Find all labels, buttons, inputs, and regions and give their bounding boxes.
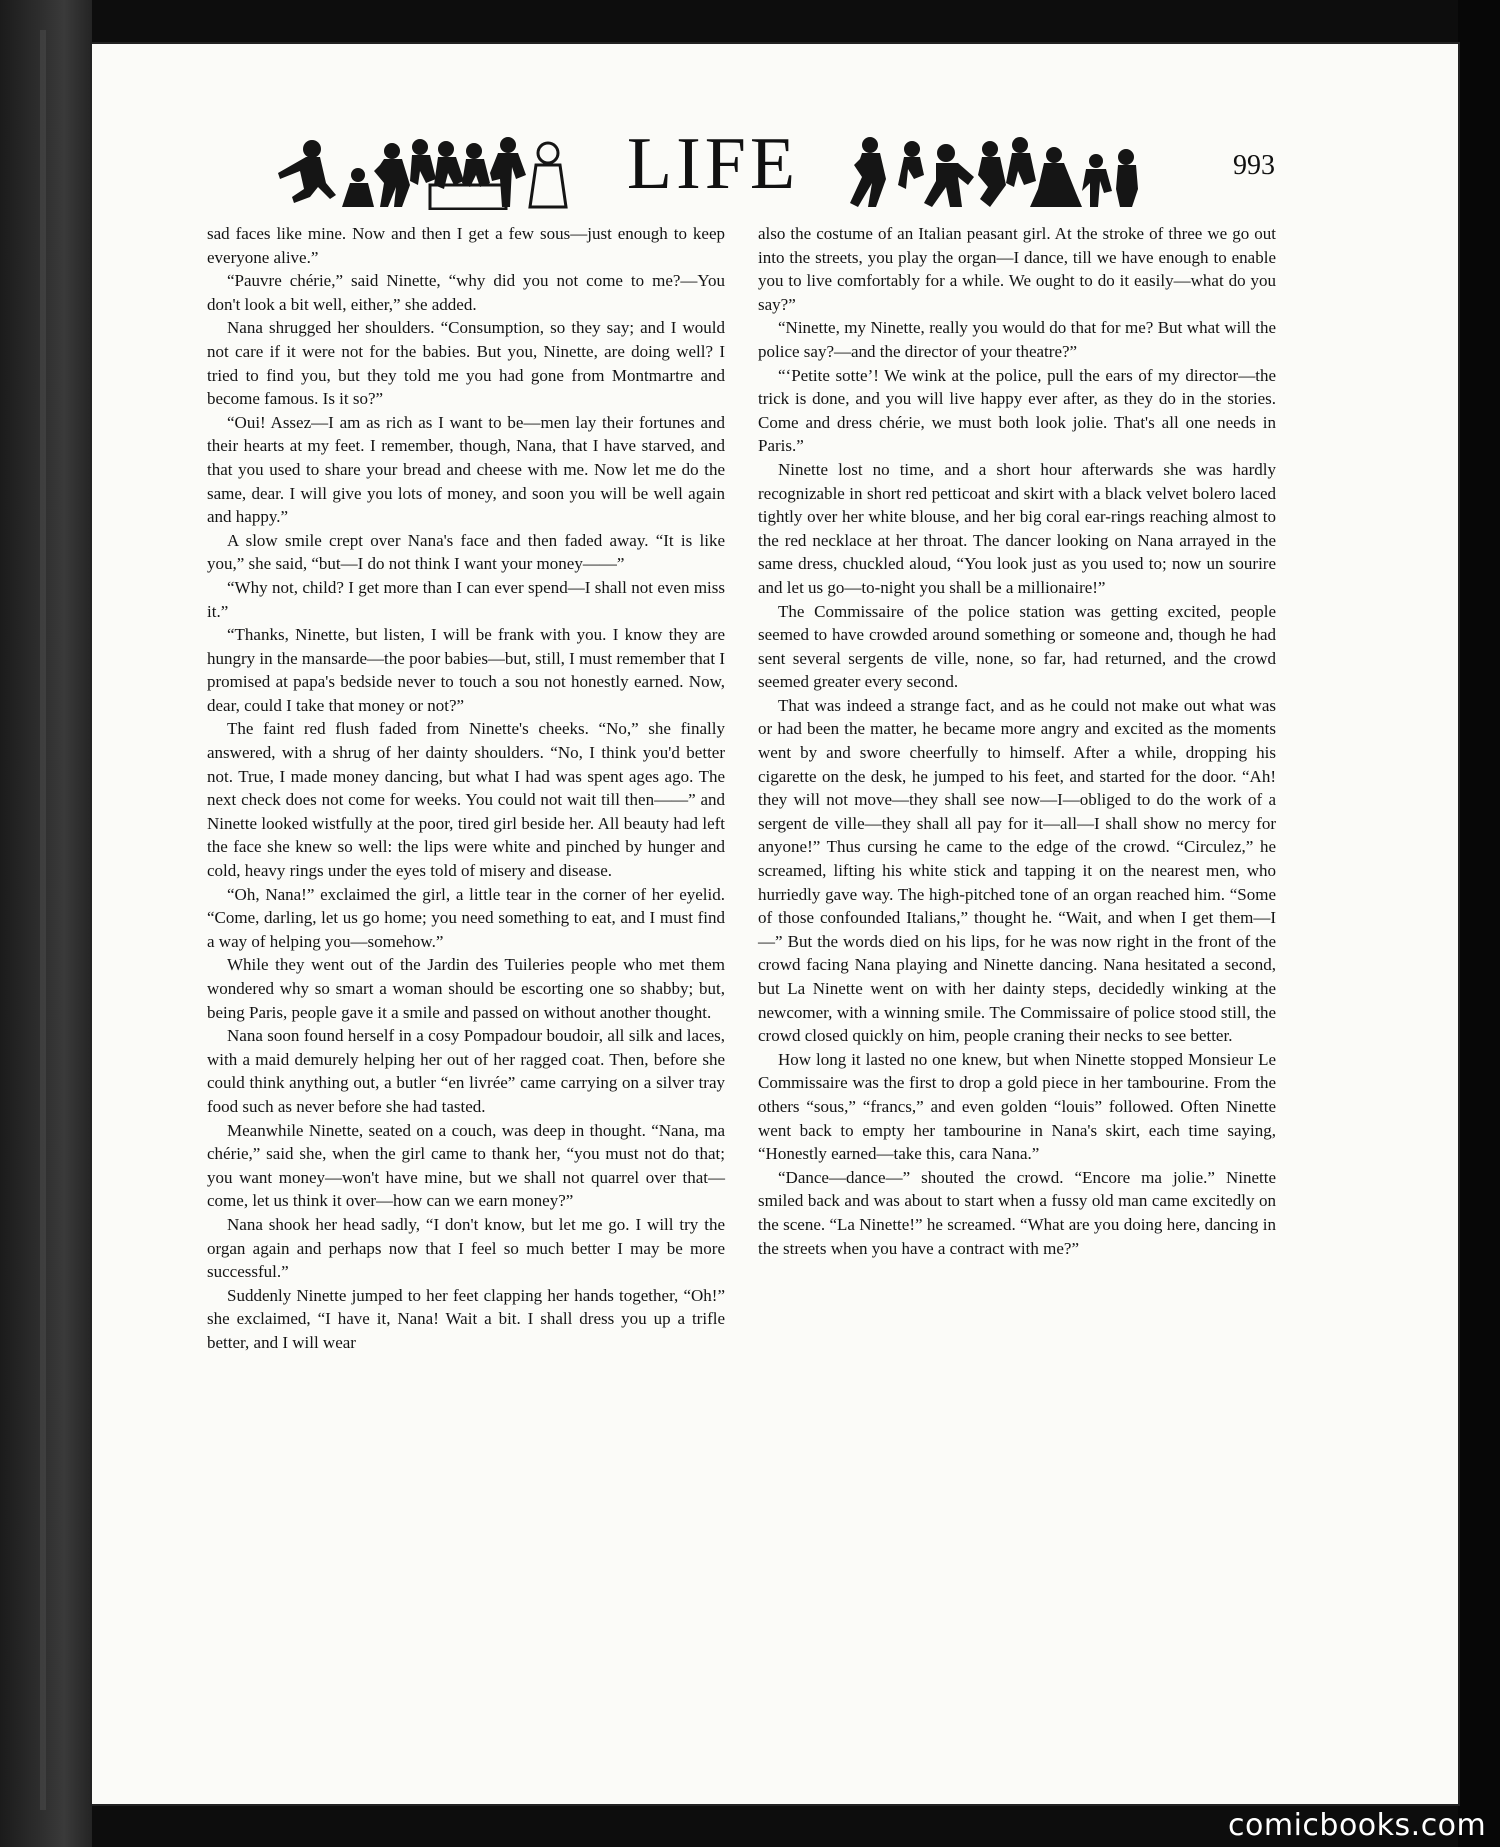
masthead [270, 115, 1130, 220]
paragraph: “Why not, child? I get more than I can ever spend—I shall not even miss it.” [207, 577, 725, 621]
site-watermark: comicbooks.com [1228, 1808, 1487, 1843]
paragraph: Meanwhile Ninette, seated on a couch, was deep in thought. “Nana, ma chérie,” said she, when the girl came to thank her, “you must not do that; you want money—won't have mine, but we shall not quarrel over that—come, let us think it over—how can we earn money?” [207, 1120, 725, 1211]
paragraph: A slow smile crept over Nana's face and then faded away. “It is like you,” she said, “but—I do not think I want your money——” [207, 530, 725, 574]
book-binding [0, 0, 92, 1847]
paragraph: That was indeed a strange fact, and as he could not make out what was or had been the matter, he became more angry and excited as the moments went by and swore cheerfully to himself. After a while, dropping his cigarette on the desk, he jumped to his feet, and started for the door. “Ah! they will not move—they shall see now—I—obliged to do the work of a sergent de ville—they shall all pay for it—all—I shall show no mercy for anyone!” Thus cursing he came to the edge of the crowd. “Circulez,” he screamed, lifting his white stick and tapping it on the nearest men, who hurriedly gave way. The high-pitched tone of an organ reached him. “Some of those confounded Italians,” thought he. “Wait, and when I get them—I—” But the words died on his lips, for he was now right in the front of the crowd facing Nana playing and Ninette dancing. Nana hesitated a second, but La Ninette went on with her dainty steps, decidedly winking at the newcomer, with a winning smile. The Commissaire of police stood still, the crowd closed quickly on him, people craning their necks to see better. [758, 695, 1276, 1046]
masthead-figures-left-illustration [270, 135, 570, 210]
paragraph: also the costume of an Italian peasant girl. At the stroke of three we go out into the streets, you play the organ—I dance, till we have enough to enable you to live comfortably for a while. We ought to do it easily—what do you say?” [758, 224, 1276, 314]
masthead-title: LIFE [626, 123, 800, 205]
paragraph: “Oh, Nana!” exclaimed the girl, a little tear in the corner of her eyelid. “Come, darling, let us go home; you need something to eat, and I must find a way of helping you—somehow.” [207, 884, 725, 951]
paragraph: Suddenly Ninette jumped to her feet clapping her hands together, “Oh!” she exclaimed, “I have it, Nana! Wait a bit. I shall dress you up a trifle better, and I will wear [207, 1285, 725, 1352]
paragraph: “Ninette, my Ninette, really you would do that for me? But what will the police say?—and the director of your theatre?” [758, 318, 1276, 361]
paragraph: The Commissaire of the police station was getting excited, people seemed to have crowded around something or someone and, though he had sent several sergents de ville, none, so far, had returned, and the crowd seemed greater every second. [758, 601, 1276, 692]
article-column-left [207, 222, 725, 1355]
paragraph: “Pauvre chérie,” said Ninette, “why did you not come to me?—You don't look a bit well, either,” she added. [207, 271, 725, 314]
masthead-figures-right-illustration [850, 135, 1140, 210]
paragraph: “Dance—dance—” shouted the crowd. “Encore ma jolie.” Ninette smiled back and was about to start when a fussy old man came excitedly on the scene. “La Ninette!” he screamed. “What are you doing here, dancing in the streets when you have a contract with me?” [758, 1167, 1276, 1258]
paragraph: Nana shook her head sadly, “I don't know, but let me go. I will try the organ again and perhaps now that I feel so much better I may be more successful.” [207, 1214, 725, 1282]
paragraph: The faint red flush faded from Ninette's cheeks. “No,” she finally answered, with a shrug of her dainty shoulders. “No, I think you'd better not. True, I made money dancing, but what I had was spent ages ago. The next check does not come for weeks. You could not wait till then——” and Ninette looked wistfully at the poor, tired girl beside her. All beauty had left the face she knew so well: the lips were white and pinched by hunger and cold, heavy rings under the eyes told of misery and disease. [207, 719, 725, 881]
article-column-right [758, 222, 1276, 1260]
paragraph: sad faces like mine. Now and then I get a few sous—just enough to keep everyone alive.” [207, 224, 725, 267]
binding-edge [40, 30, 46, 1810]
paragraph: Nana soon found herself in a cosy Pompadour boudoir, all silk and laces, with a maid demurely helping her out of her ragged coat. Then, before she could think anything out, a butler “en livrée” came carrying on a silver tray food such as never before she had tasted. [207, 1026, 725, 1116]
scan-edge-shadow [1458, 0, 1500, 1847]
paragraph: Nana shrugged her shoulders. “Consumption, so they say; and I would not care if it were not for the babies. But you, Ninette, are doing well? I tried to find you, but they told me you had gone from Montmartre and become famous. Is it so?” [207, 318, 725, 409]
paragraph: “Oui! Assez—I am as rich as I want to be—men lay their fortunes and their hearts at my feet. I remember, though, Nana, that I have starved, and that you used to share your bread and cheese with me. Now let me do the same, dear. I will give you lots of money, and soon you will be well again and happy.” [207, 412, 725, 527]
paragraph: “Thanks, Ninette, but listen, I will be frank with you. I know they are hungry in the mansarde—the poor babies—but, still, I must remember that I promised at papa's bedside never to touch a sou not honestly earned. Now, dear, could I take that money or not?” [207, 625, 725, 715]
paragraph: How long it lasted no one knew, but when Ninette stopped Monsieur Le Commissaire was the first to drop a gold piece in her tambourine. From the others “sous,” “francs,” and even golden “louis” followed. Often Ninette went back to empty her tambourine in Nana's skirt, each time saying, “Honestly earned—take this, cara Nana.” [758, 1049, 1276, 1164]
page-number: 993 [1233, 150, 1275, 181]
paragraph: “‘Petite sotte’! We wink at the police, pull the ears of my director—the trick is done, and you will live happy ever after, as they do in the stories. Come and dress chérie, we must both look jolie. That's all one needs in Paris.” [758, 365, 1276, 456]
paragraph: Ninette lost no time, and a short hour afterwards she was hardly recognizable in short red petticoat and skirt with a black velvet bolero laced tightly over her white blouse, and her big coral ear-rings reaching almost to the red necklace at her throat. The dancer looking on Nana arrayed in the same dress, chuckled aloud, “You look just as you used to; now un sourire and let us go—to-night you shall be a millionaire!” [758, 459, 1276, 597]
paragraph: While they went out of the Jardin des Tuileries people who met them wondered why so smart a woman should be escorting one so shabby; but, being Paris, people gave it a smile and passed on without another thought. [207, 955, 725, 1022]
